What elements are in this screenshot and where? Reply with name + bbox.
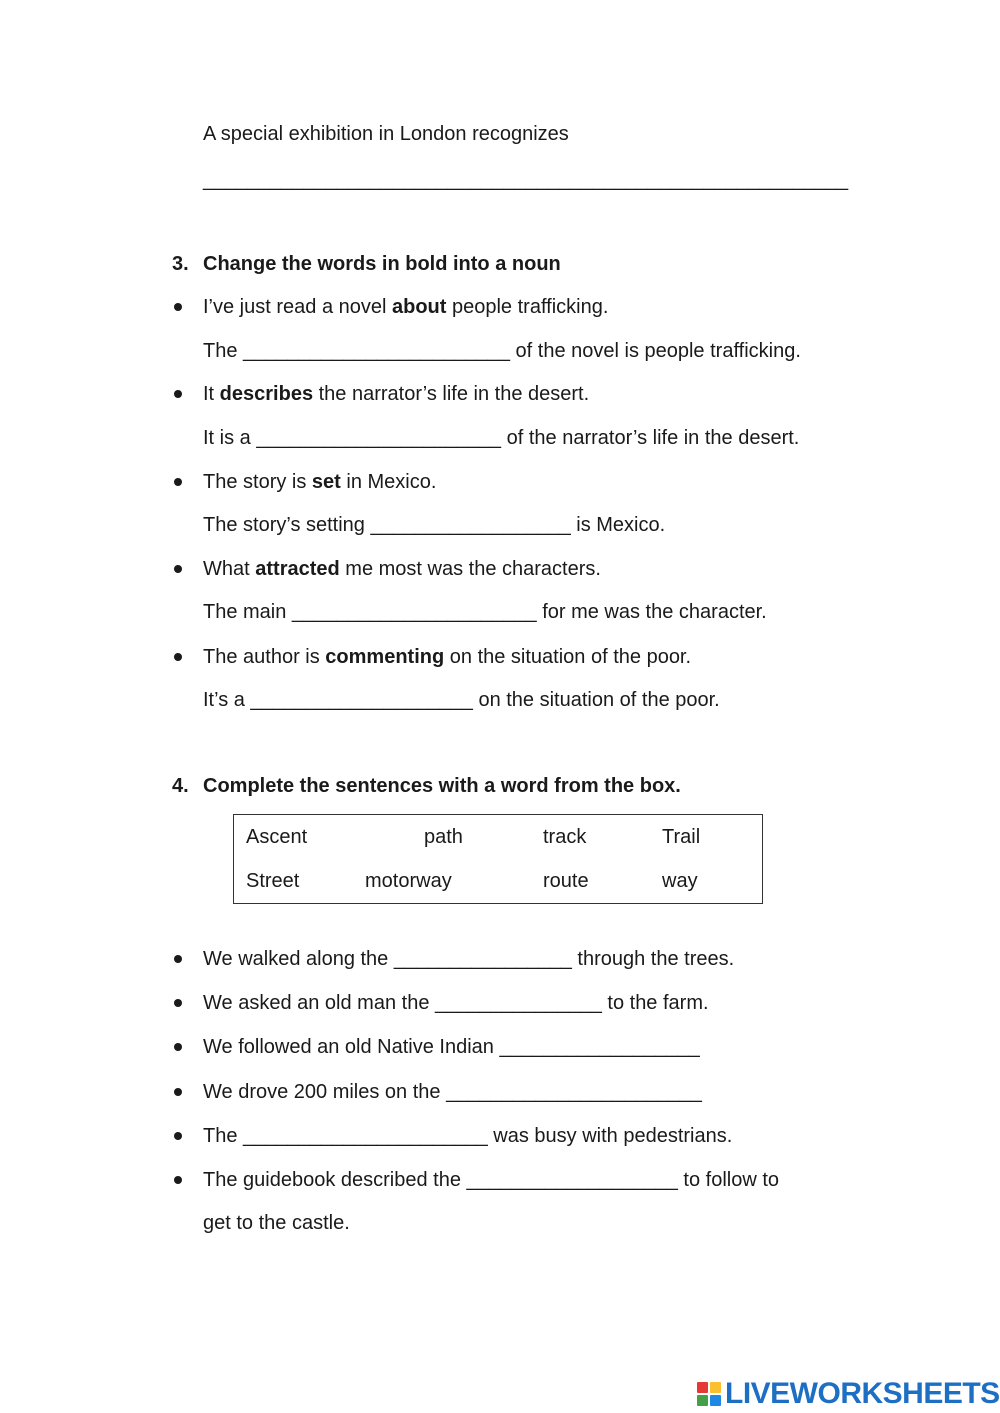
s3-item-2-pre: It	[203, 383, 220, 405]
s3-item-4-prompt	[203, 559, 601, 579]
s3-item-5-post: on the situation of the poor.	[444, 646, 692, 668]
s3-item-5-bold: commenting	[325, 646, 445, 668]
s3-item-3-prompt	[203, 472, 436, 492]
s4-sentence-6-continued: get to the castle.	[203, 1212, 350, 1234]
s3-item-2-prompt	[203, 384, 589, 404]
section-4-number: 4.	[172, 775, 189, 797]
word-track: track	[543, 826, 587, 848]
s3-item-4-answer[interactable]: The main ______________________ for me was the character.	[203, 601, 767, 623]
section-4-heading	[172, 775, 681, 797]
logo-square-green	[697, 1395, 708, 1406]
s4-sentence-2[interactable]: We asked an old man the _______________ to the farm.	[203, 992, 709, 1014]
liveworksheets-logo	[697, 1378, 1000, 1410]
logo-square-red	[697, 1382, 708, 1393]
s3-item-3-bold: set	[311, 471, 341, 493]
s3-item-4-post: me most was the characters.	[339, 558, 601, 580]
logo-text: LIVEWORKSHEETS	[725, 1377, 1000, 1410]
word-path: path	[424, 826, 463, 848]
s3-item-4-bold: attracted	[255, 558, 340, 580]
section-4-title: Complete the sentences with a word from the box.	[203, 775, 681, 797]
s3-item-2-post: the narrator’s life in the desert.	[313, 383, 590, 405]
intro-sentence: A special exhibition in London recognizes	[203, 123, 569, 145]
s3-item-1-answer[interactable]: The ________________________ of the novel is people trafficking.	[203, 340, 801, 362]
s3-item-1-bold: about	[392, 296, 447, 318]
s3-item-5-answer[interactable]: It’s a ____________________ on the situation of the poor.	[203, 689, 720, 711]
section-3-heading	[172, 253, 561, 275]
s3-item-3-answer[interactable]: The story’s setting __________________ is Mexico.	[203, 514, 666, 536]
s4-sentence-4[interactable]: We drove 200 miles on the _______________________	[203, 1081, 702, 1103]
s3-item-3-pre: The story is	[203, 471, 312, 493]
s4-sentence-6[interactable]: The guidebook described the ___________________ to follow to	[203, 1169, 780, 1191]
section-3-number: 3.	[172, 253, 189, 275]
s3-item-5-pre: The author is	[203, 646, 326, 668]
s3-item-1-pre: I’ve just read a novel	[203, 296, 392, 318]
word-ascent: Ascent	[246, 826, 308, 848]
logo-square-yellow	[710, 1382, 721, 1393]
s3-item-4-pre: What	[203, 558, 256, 580]
word-box	[233, 814, 763, 904]
word-street: Street	[246, 870, 300, 892]
s4-sentence-1[interactable]: We walked along the ________________ through the trees.	[203, 948, 735, 970]
s3-item-2-answer[interactable]: It is a ______________________ of the narrator’s life in the desert.	[203, 427, 800, 449]
s3-item-5-prompt	[203, 647, 691, 667]
word-way: way	[662, 870, 698, 892]
s3-item-1-post: people trafficking.	[446, 296, 609, 318]
logo-square-blue	[710, 1395, 721, 1406]
intro-answer-line[interactable]: __________________________________________________________	[203, 169, 849, 191]
s4-sentence-5[interactable]: The ______________________ was busy with pedestrians.	[203, 1125, 733, 1147]
s3-item-2-bold: describes	[219, 383, 314, 405]
section-3-title: Change the words in bold into a noun	[203, 253, 561, 275]
s3-item-1-prompt	[203, 297, 608, 317]
logo-icon	[697, 1382, 721, 1406]
word-trail: Trail	[662, 826, 701, 848]
s3-item-3-post: in Mexico.	[340, 471, 437, 493]
word-route: route	[543, 870, 589, 892]
word-motorway: motorway	[365, 870, 452, 892]
s4-sentence-3[interactable]: We followed an old Native Indian __________________	[203, 1036, 700, 1058]
